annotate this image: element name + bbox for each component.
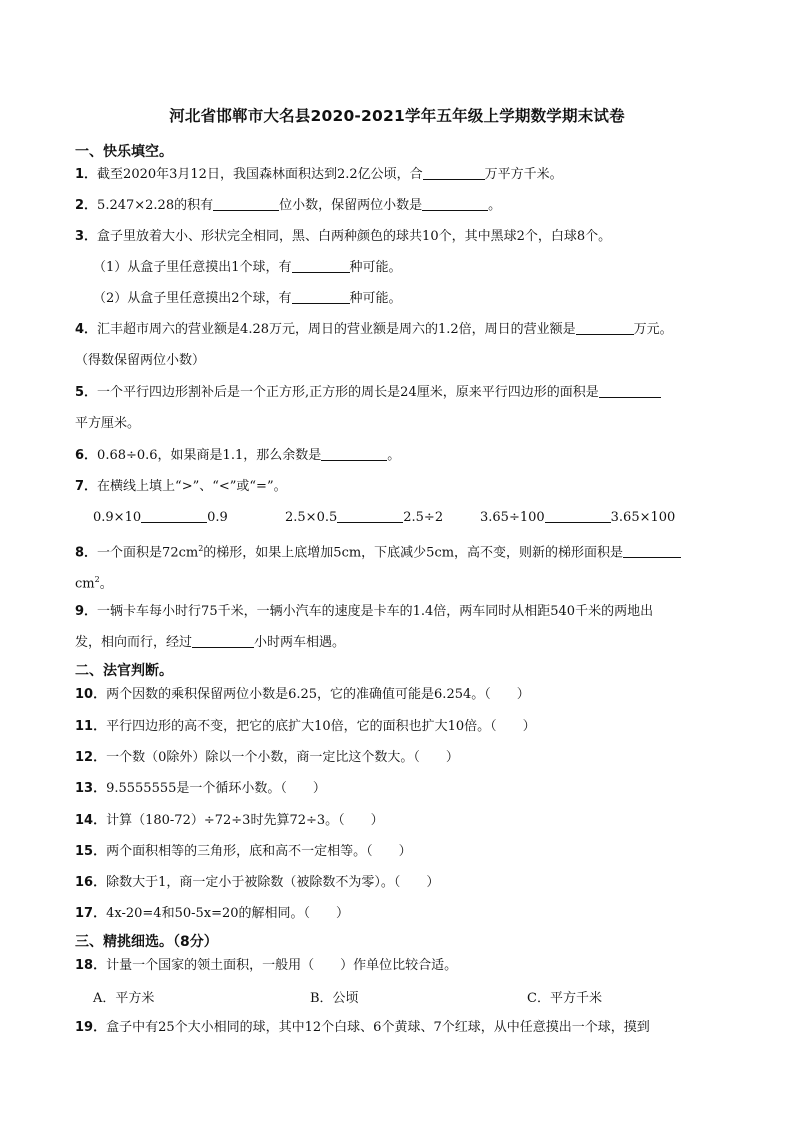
- answer-blank[interactable]: [423, 166, 485, 180]
- question-1: [75, 166, 746, 184]
- compare-item-2: [285, 509, 443, 527]
- question-number: 16．: [75, 875, 107, 890]
- question-5-line-2: 平方厘米。: [75, 416, 141, 431]
- compare-left: 2.5×0.5: [285, 510, 338, 525]
- question-text: 。: [387, 448, 401, 463]
- question-text: 0.68÷0.6，如果商是1.1，那么余数是: [97, 448, 322, 463]
- question-4-note: （得数保留两位小数）: [75, 353, 206, 368]
- question-18: [75, 957, 746, 975]
- question-text: 计算（180-72）÷72÷3时先算72÷3。（ ）: [106, 813, 384, 828]
- option-b[interactable]: B．公顷: [310, 991, 359, 1006]
- question-number: 4．: [75, 322, 98, 337]
- question-15: [75, 843, 746, 861]
- question-text: 5.247×2.28的积有: [97, 198, 214, 213]
- question-3: [75, 228, 746, 246]
- question-text: 一辆卡车每小时行75千米，一辆小汽车的速度是卡车的1.4倍，两车同时从相距540千米的两地出: [97, 604, 654, 619]
- question-6: [75, 447, 746, 465]
- question-number: 9．: [75, 604, 98, 619]
- question-number: 14．: [75, 813, 107, 828]
- question-number: 17．: [75, 906, 107, 921]
- question-number: 8．: [75, 545, 98, 561]
- question-11: [75, 718, 746, 736]
- question-text: 盒子中有25个大小相同的球，其中12个白球、6个黄球、7个红球，从中任意摸出一个球，摸到: [106, 1020, 650, 1035]
- question-9: [75, 603, 746, 621]
- answer-blank[interactable]: [141, 509, 207, 523]
- question-5: [75, 384, 746, 402]
- question-number: 5．: [75, 385, 98, 400]
- answer-blank[interactable]: [213, 197, 279, 211]
- compare-item-1: [93, 509, 228, 527]
- question-text: 两个因数的乘积保留两位小数是6.25，它的准确值可能是6.254。（ ）: [106, 687, 530, 702]
- question-text: 一个面积是72cm: [97, 545, 199, 561]
- answer-blank[interactable]: [599, 384, 661, 398]
- question-number: 12．: [75, 750, 107, 765]
- question-number: 3．: [75, 229, 98, 244]
- exam-title: 河北省邯郸市大名县2020-2021学年五年级上学期数学期末试卷: [169, 107, 625, 125]
- question-text: 截至2020年3月12日，我国森林面积达到2.2亿公顷，合: [97, 167, 423, 182]
- question-text: 计量一个国家的领土面积，一般用（ ）作单位比较合适。: [106, 958, 458, 973]
- question-text: 一个平行四边形割补后是一个正方形,正方形的周长是24厘米，原来平行四边形的面积是: [97, 385, 599, 400]
- compare-right: 3.65×100: [610, 510, 676, 525]
- answer-blank[interactable]: [192, 634, 254, 648]
- question-text: （1）从盒子里任意摸出1个球，有: [93, 260, 292, 275]
- compare-left: 3.65÷100: [480, 510, 545, 525]
- question-3-part-2: [93, 290, 402, 308]
- question-text: 万元。: [633, 322, 673, 337]
- question-8: [75, 540, 746, 562]
- question-text: 在横线上填上“>”、“<”或“=”。: [97, 479, 287, 494]
- answer-blank[interactable]: [545, 509, 611, 523]
- question-12: [75, 749, 746, 767]
- question-3-part-1: [93, 259, 402, 277]
- section-true-false: 二、法官判断。: [75, 663, 173, 679]
- option-c[interactable]: C．平方千米: [527, 991, 602, 1006]
- answer-blank[interactable]: [292, 259, 350, 273]
- question-number: 6．: [75, 448, 98, 463]
- question-text: 盒子里放着大小、形状完全相同，黑、白两种颜色的球共10个，其中黑球2个，白球8个。: [97, 229, 612, 244]
- question-text: cm: [75, 576, 95, 592]
- answer-blank[interactable]: [292, 290, 350, 304]
- question-16: [75, 874, 746, 892]
- question-2: [75, 197, 746, 215]
- superscript: 2: [94, 575, 100, 584]
- question-number: 1．: [75, 167, 98, 182]
- question-number: 19．: [75, 1020, 107, 1035]
- question-text: 发，相向而行，经过: [75, 635, 193, 650]
- compare-right: 2.5÷2: [403, 510, 444, 525]
- section-multiple-choice: 三、精挑细选。（8分）: [75, 934, 218, 950]
- question-13: [75, 780, 746, 798]
- answer-blank[interactable]: [321, 447, 387, 461]
- question-number: 18．: [75, 958, 107, 973]
- question-text: 的梯形，如果上底增加5cm，下底减少5cm，高不变，则新的梯形面积是: [203, 545, 624, 561]
- answer-blank[interactable]: [623, 544, 681, 558]
- compare-right: 0.9: [207, 510, 228, 525]
- question-17: [75, 905, 746, 923]
- question-text: 两个面积相等的三角形，底和高不一定相等。（ ）: [106, 844, 412, 859]
- question-10: [75, 686, 746, 704]
- question-9-line-2: [75, 634, 746, 652]
- question-number: 15．: [75, 844, 107, 859]
- question-text: 小时两车相遇。: [254, 635, 346, 650]
- question-number: 7．: [75, 479, 98, 494]
- question-text: 9.5555555是一个循环小数。（ ）: [106, 781, 326, 796]
- answer-blank[interactable]: [422, 197, 488, 211]
- question-19: [75, 1019, 746, 1037]
- question-text: （2）从盒子里任意摸出2个球，有: [93, 291, 292, 306]
- question-text: 汇丰超市周六的营业额是4.28万元，周日的营业额是周六的1.2倍，周日的营业额是: [97, 322, 576, 337]
- compare-item-3: [480, 509, 675, 527]
- compare-left: 0.9×10: [93, 510, 142, 525]
- question-number: 11．: [75, 719, 107, 734]
- question-4: [75, 321, 746, 339]
- answer-blank[interactable]: [337, 509, 403, 523]
- question-text: 4x-20=4和50-5x=20的解相同。（ ）: [106, 906, 350, 921]
- question-7: [75, 478, 746, 496]
- question-14: [75, 812, 746, 830]
- question-text: 种可能。: [349, 291, 402, 306]
- superscript: 2: [198, 544, 204, 553]
- question-number: 13．: [75, 781, 107, 796]
- question-text: 除数大于1，商一定小于被除数（被除数不为零）。（ ）: [106, 875, 440, 890]
- section-fill-in: 一、快乐填空。: [75, 144, 173, 160]
- question-text: 位小数，保留两位小数是: [279, 198, 423, 213]
- question-text: 一个数（0除外）除以一个小数，商一定比这个数大。（ ）: [106, 750, 459, 765]
- question-number: 10．: [75, 687, 107, 702]
- question-text: 万平方千米。: [484, 167, 563, 182]
- answer-blank[interactable]: [576, 321, 634, 335]
- question-text: 。: [99, 576, 113, 592]
- question-text: 平行四边形的高不变，把它的底扩大10倍，它的面积也扩大10倍。（ ）: [106, 719, 536, 734]
- question-number: 2．: [75, 198, 98, 213]
- question-text: 种可能。: [349, 260, 402, 275]
- question-8-line-2: [75, 571, 746, 593]
- question-text: 。: [488, 198, 502, 213]
- option-a[interactable]: A．平方米: [93, 991, 155, 1006]
